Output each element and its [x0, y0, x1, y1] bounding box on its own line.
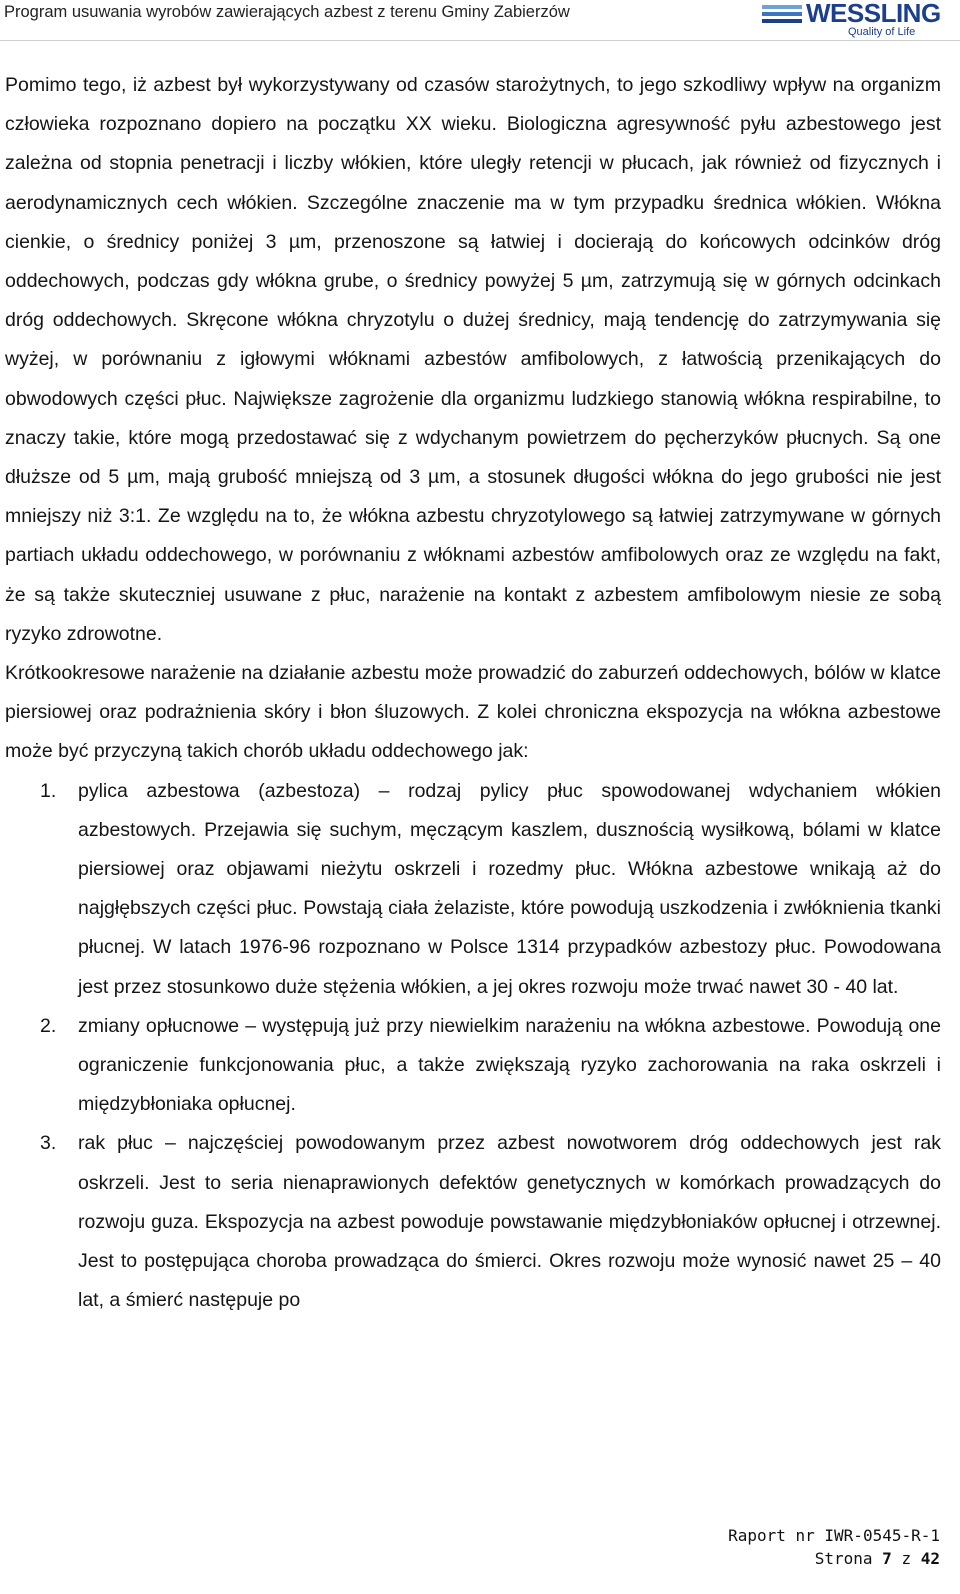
report-number-line [728, 1524, 940, 1547]
document-body [5, 66, 941, 1321]
list-item [5, 1007, 941, 1125]
list-item-number: 1. [40, 779, 57, 802]
disease-list [5, 772, 941, 1321]
list-item-text: pylica azbestowa (azbestoza) – rodzaj pylicy płuc spowodowanej wdychaniem włókien azbestowych. Przejawia się suchym, męczącym kaszlem, dusznością wysiłkową, bólami w klatce piersiowej oraz objawami nieżytu oskrzeli i rozedmy płuc. Włókna azbestowe wnikają aż do najgłębszych części płuc. Powstają ciała żelaziste, które powodują uszkodzenia i zwłóknienia tkanki płucnej. W latach 1976-96 rozpoznano w Polsce 1314 przypadków azbestozy płuc. Powodowana jest przez stosunkowo duże stężenia włókien, a jej okres rozwoju może trwać nawet 30 - 40 lat. [78, 779, 941, 998]
list-item-number: 3. [40, 1132, 57, 1155]
list-item [5, 772, 941, 1007]
page-total: 42 [920, 1549, 940, 1568]
page-header [0, 0, 960, 41]
list-item-text: zmiany opłucnowe – występują już przy niewielkim narażeniu na włókna azbestowe. Powodują one ograniczenie funkcjonowania płuc, a także zwiększają ryzyko zachorowania na raka oskrzeli i międzybłoniaka opłucnej. [78, 1014, 941, 1116]
page-label: Strona [814, 1549, 873, 1568]
document-title: Program usuwania wyrobów zawierających azbest z terenu Gminy Zabierzów [4, 3, 570, 21]
logo-tagline: Quality of Life [848, 26, 916, 38]
page-number-line [728, 1547, 940, 1570]
page-separator: z [901, 1549, 912, 1568]
report-number: IWR-0545-R-1 [824, 1526, 940, 1545]
list-item [5, 1124, 941, 1320]
page-current: 7 [882, 1549, 892, 1568]
logo-name: WESSLING [806, 0, 941, 28]
wessling-logo [762, 1, 952, 37]
report-label: Raport nr [728, 1526, 815, 1545]
paragraph-fiber-characteristics: Pomimo tego, iż azbest był wykorzystywany od czasów starożytnych, to jego szkodliwy wpływ na organizm człowieka rozpoznano dopiero na początku XX wieku. Biologiczna agresywność pyłu azbestowego jest zależna od stopnia penetracji i liczby włókien, które uległy retencji w płucach, jak również od fizycznych i aerodynamicznych cech włókien. Szczególne znaczenie ma w tym przypadku średnica włókien. Włókna cienkie, o średnicy poniżej 3 µm, przenoszone są łatwiej i docierają do końcowych odcinków dróg oddechowych, podczas gdy włókna grube, o średnicy powyżej 5 µm, zatrzymują się w górnych odcinkach dróg oddechowych. Skręcone włókna chryzotylu o dużej średnicy, mają tendencję do zatrzymywania się wyżej, w porównaniu z igłowymi włóknami azbestów amfibolowych, z łatwością przenikających do obwodowych części płuc. Największe zagrożenie dla organizmu ludzkiego stanowią włókna respirabilne, to znaczy takie, które mogą przedostawać się z wdychanym powietrzem do pęcherzyków płucnych. Są one dłuższe od 5 µm, mają grubość mniejszą od 3 µm, a stosunek długości włókna do jego grubości nie jest mniejszy niż 3:1. Ze względu na to, że włókna azbestu chryzotylowego są łatwiej zatrzymywane w górnych partiach układu oddechowego, w porównaniu z włóknami azbestów amfibolowych oraz ze względu na fakt, że są także skuteczniej usuwane z płuc, narażenie na kontakt z azbestem amfibolowym niesie ze sobą ryzyko zdrowotne. [5, 74, 941, 645]
list-item-text: rak płuc – najczęściej powodowanym przez azbest nowotworem dróg oddechowych jest rak oskrzeli. Jest to seria nienaprawionych defektów genetycznych w komórkach prowadzących do rozwoju guza. Ekspozycja na azbest powoduje powstawanie międzybłoniaków opłucnej i otrzewnej. Jest to postępująca choroba prowadząca do śmierci. Okres rozwoju może wynosić nawet 25 – 40 lat, a śmierć następuje po [78, 1132, 941, 1312]
list-item-number: 2. [40, 1014, 57, 1037]
paragraph-exposure-effects: Krótkookresowe narażenie na działanie azbestu może prowadzić do zaburzeń oddechowych, bólów w klatce piersiowej oraz podrażnienia skóry i błon śluzowych. Z kolei chroniczna ekspozycja na włókna azbestowe może być przyczyną takich chorób układu oddechowego jak: [5, 662, 941, 763]
page-footer [728, 1524, 940, 1570]
logo-mark-icon [762, 5, 802, 23]
